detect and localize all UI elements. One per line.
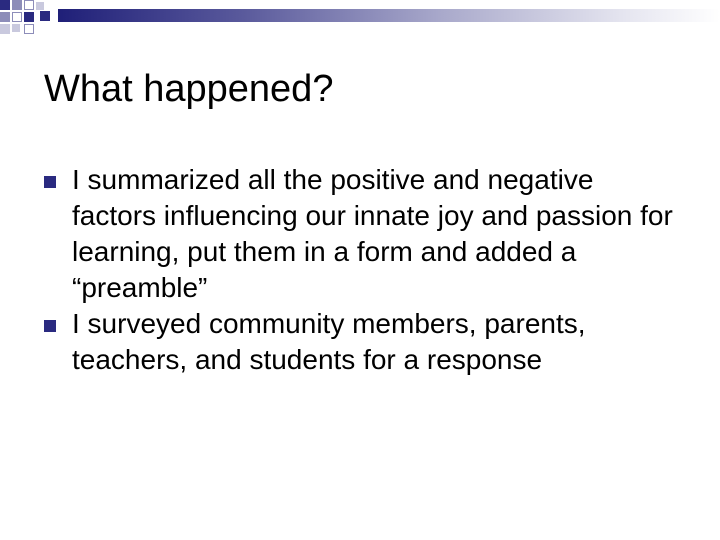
decor-square xyxy=(36,2,44,10)
decor-square xyxy=(0,0,10,10)
gradient-bar xyxy=(58,9,720,22)
list-item xyxy=(44,162,684,306)
bullet-list xyxy=(44,162,684,378)
decor-square xyxy=(40,11,50,21)
square-bullet-icon xyxy=(44,320,56,332)
decor-square xyxy=(12,12,22,22)
list-item xyxy=(44,306,684,378)
decor-square xyxy=(24,12,34,22)
square-bullet-icon xyxy=(44,176,56,188)
header-decoration xyxy=(0,0,720,40)
decor-square xyxy=(12,0,22,10)
decor-square xyxy=(0,24,10,34)
decor-square xyxy=(0,12,10,22)
decorative-squares xyxy=(0,0,60,40)
slide-title: What happened? xyxy=(44,68,334,110)
bullet-text: I summarized all the positive and negative factors influencing our innate joy and passion for learning, put them in a form and added a “preamble” xyxy=(72,164,673,303)
decor-square xyxy=(24,24,34,34)
decor-square xyxy=(24,0,34,10)
bullet-text: I surveyed community members, parents, teachers, and students for a response xyxy=(72,308,586,375)
decor-square xyxy=(12,24,20,32)
